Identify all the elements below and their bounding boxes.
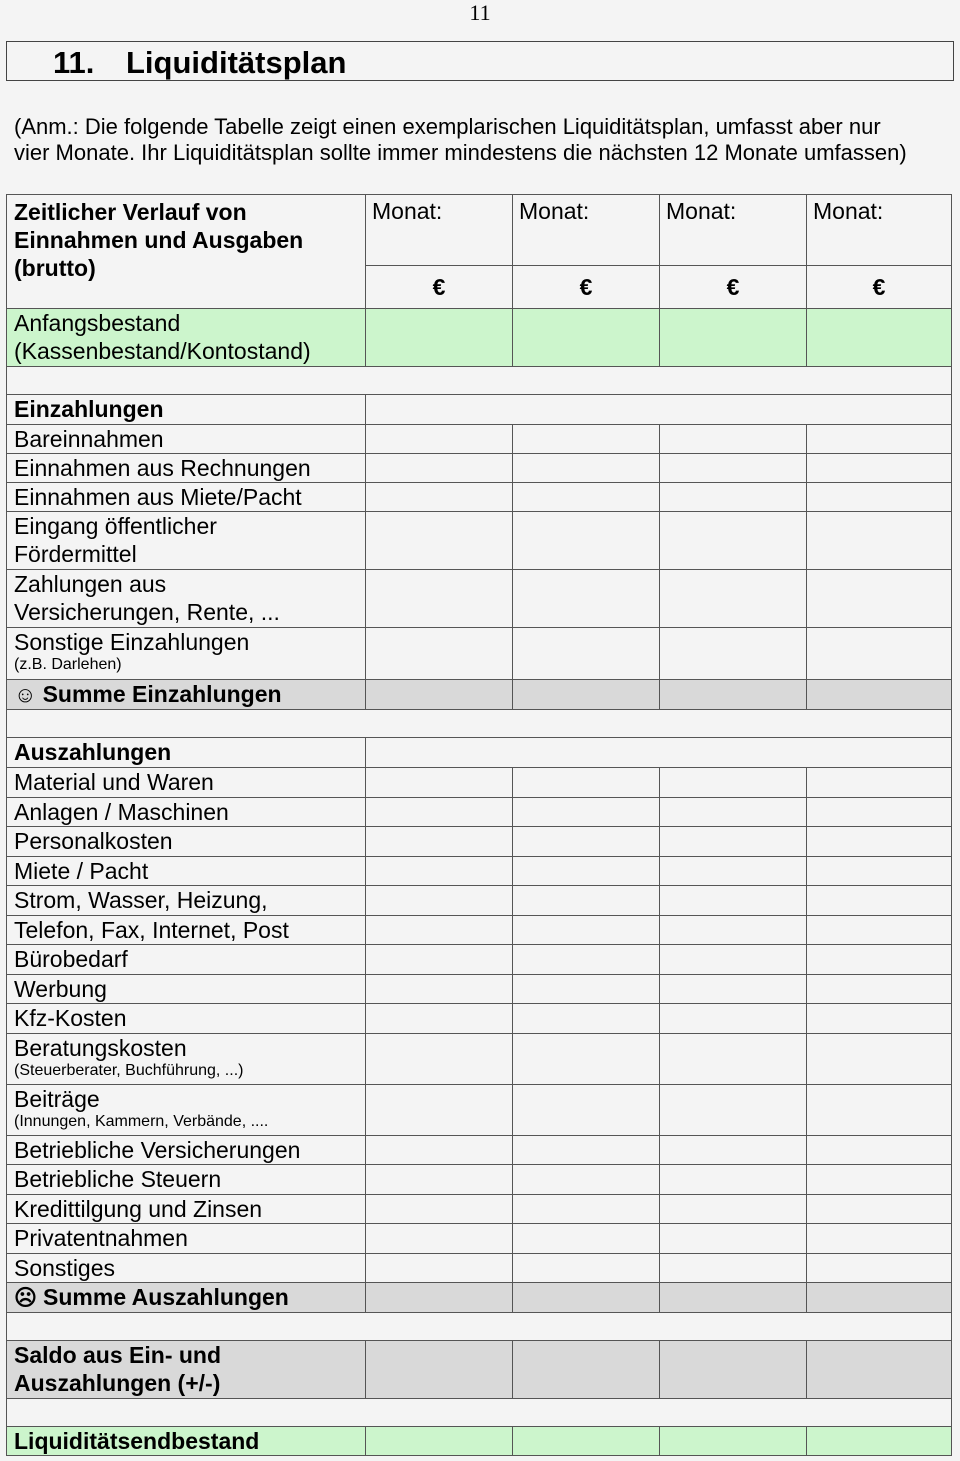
value-cell[interactable]: [807, 1253, 952, 1283]
balance-row: [7, 1341, 952, 1399]
value-cell[interactable]: [807, 974, 952, 1004]
row-label-line: Sonstiges: [14, 1254, 116, 1281]
value-cell[interactable]: [660, 797, 807, 827]
value-cell[interactable]: [660, 827, 807, 857]
spacer-cell: [7, 1399, 952, 1427]
row-label-line: Bürobedarf: [14, 946, 128, 972]
value-cell[interactable]: [366, 1253, 513, 1283]
row-label: [7, 856, 366, 886]
row-label: [7, 1135, 366, 1165]
value-cell[interactable]: [660, 945, 807, 975]
value-cell[interactable]: [513, 1341, 660, 1399]
sum-label: Summe Einzahlungen: [42, 681, 282, 707]
value-cell[interactable]: [366, 1135, 513, 1165]
row-label-line: Einzahlungen: [14, 396, 164, 422]
table-row: [7, 827, 952, 857]
value-cell[interactable]: [660, 1427, 807, 1456]
row-label-line: Personalkosten: [14, 828, 173, 854]
row-label-line: Kredittilgung und Zinsen: [14, 1195, 263, 1222]
opening-balance-row: [7, 309, 952, 367]
frown-icon: ☹: [14, 1285, 44, 1310]
row-label-line: (Kassenbestand/Kontostand): [14, 338, 311, 364]
row-label: [7, 425, 366, 454]
row-label-note: (Innungen, Kammern, Verbände, ....: [14, 1112, 269, 1130]
value-cell[interactable]: [807, 1084, 952, 1135]
note-line: vier Monate. Ihr Liquiditätsplan sollte immer mindestens die nächsten 12 Monate umfassen): [14, 140, 907, 165]
row-label-line: Sonstige Einzahlungen: [14, 629, 250, 655]
value-cell[interactable]: [513, 797, 660, 827]
value-cell[interactable]: [807, 1033, 952, 1084]
header-label: [7, 195, 366, 309]
value-cell[interactable]: [660, 915, 807, 945]
smiley-icon: ☺: [14, 682, 43, 707]
header-label-line: Zeitlicher Verlauf von: [14, 199, 247, 225]
value-cell[interactable]: [660, 680, 807, 710]
value-cell[interactable]: [366, 512, 513, 570]
value-cell[interactable]: [513, 974, 660, 1004]
value-cell[interactable]: [366, 1165, 513, 1195]
note: [14, 114, 944, 166]
section-title: [6, 41, 954, 81]
value-cell[interactable]: [660, 483, 807, 512]
row-label-note: (Steuerberater, Buchführung, ...): [14, 1061, 244, 1079]
row-label-line: Zahlungen aus: [14, 571, 167, 597]
value-cell[interactable]: [513, 512, 660, 570]
row-label-line: Anfangsbestand: [14, 310, 181, 336]
row-label: [7, 1084, 366, 1135]
row-label-line: Einnahmen aus Miete/Pacht: [14, 484, 302, 510]
table-row: [7, 570, 952, 628]
value-cell[interactable]: [660, 1341, 807, 1399]
table-row: [7, 1165, 952, 1195]
row-label-line: Miete / Pacht: [14, 857, 149, 884]
value-cell[interactable]: [366, 1084, 513, 1135]
row-label: [7, 738, 366, 768]
value-cell[interactable]: [513, 425, 660, 454]
value-cell[interactable]: [807, 1004, 952, 1034]
table-row: [7, 512, 952, 570]
row-label: [7, 915, 366, 945]
value-cell[interactable]: [807, 1341, 952, 1399]
section-title-text: Liquiditätsplan: [126, 45, 347, 80]
value-cell[interactable]: [807, 512, 952, 570]
value-cell[interactable]: [366, 570, 513, 628]
table-row: [7, 628, 952, 680]
value-cell[interactable]: [807, 886, 952, 916]
value-cell[interactable]: [807, 1135, 952, 1165]
table-row: [7, 915, 952, 945]
page-number: 11: [469, 0, 491, 25]
row-label: [7, 1427, 366, 1456]
table-row: [7, 1194, 952, 1224]
month-header: Monat:: [807, 195, 952, 266]
value-cell[interactable]: [366, 425, 513, 454]
value-cell[interactable]: [366, 1033, 513, 1084]
value-cell[interactable]: [660, 309, 807, 367]
value-cell[interactable]: [513, 1165, 660, 1195]
row-label-line: Anlagen / Maschinen: [14, 798, 229, 825]
value-cell[interactable]: [366, 1341, 513, 1399]
value-cell[interactable]: [366, 628, 513, 680]
row-label: [7, 512, 366, 570]
value-cell[interactable]: [366, 827, 513, 857]
value-cell[interactable]: [366, 1427, 513, 1456]
row-label-line: Material und Waren: [14, 769, 214, 795]
currency-cell: €: [513, 266, 660, 309]
row-label-line: Privatentnahmen: [14, 1225, 188, 1251]
row-label: [7, 570, 366, 628]
row-label-line: Fördermittel: [14, 541, 137, 567]
value-cell[interactable]: [513, 886, 660, 916]
row-label-line: Werbung: [14, 975, 107, 1002]
expenses-heading-row: [7, 738, 952, 768]
value-cell[interactable]: [660, 1135, 807, 1165]
value-cell[interactable]: [660, 768, 807, 798]
row-label: [7, 628, 366, 680]
value-cell[interactable]: [807, 425, 952, 454]
spacer-cell: [7, 367, 952, 395]
spacer-cell: [7, 1313, 952, 1341]
table-row: [7, 768, 952, 798]
value-cell[interactable]: [660, 1224, 807, 1254]
value-cell[interactable]: [807, 454, 952, 483]
income-sum-row: [7, 680, 952, 710]
row-label-line: Strom, Wasser, Heizung,: [14, 887, 268, 913]
row-label: [7, 454, 366, 483]
row-label-line: Auszahlungen: [14, 739, 172, 765]
value-cell[interactable]: [513, 570, 660, 628]
value-cell[interactable]: [366, 309, 513, 367]
row-label: [7, 1224, 366, 1254]
row-label: [7, 483, 366, 512]
value-cell[interactable]: [807, 768, 952, 798]
header-row: [7, 195, 952, 266]
value-cell[interactable]: [513, 1194, 660, 1224]
value-cell[interactable]: [807, 1283, 952, 1313]
spacer-row: [7, 1313, 952, 1341]
value-cell[interactable]: [366, 886, 513, 916]
value-cell[interactable]: [660, 856, 807, 886]
value-cell[interactable]: [807, 628, 952, 680]
value-cell[interactable]: [366, 915, 513, 945]
row-label-line: Beratungskosten: [14, 1034, 187, 1061]
value-cell[interactable]: [513, 309, 660, 367]
value-cell[interactable]: [513, 1084, 660, 1135]
value-cell[interactable]: [513, 680, 660, 710]
table-row: [7, 1084, 952, 1135]
value-cell[interactable]: [513, 915, 660, 945]
row-label: [7, 974, 366, 1004]
row-label: [7, 827, 366, 857]
value-cell[interactable]: [660, 570, 807, 628]
row-label-line: Betriebliche Steuern: [14, 1166, 222, 1192]
value-cell[interactable]: [513, 1427, 660, 1456]
value-cell[interactable]: [807, 915, 952, 945]
row-label: [7, 395, 366, 425]
value-cell[interactable]: [513, 1033, 660, 1084]
value-cell[interactable]: [807, 570, 952, 628]
table-row: [7, 1004, 952, 1034]
row-label-line: Kfz-Kosten: [14, 1005, 127, 1031]
value-cell[interactable]: [366, 974, 513, 1004]
table-row: [7, 1253, 952, 1283]
currency-cell: €: [807, 266, 952, 309]
value-cell[interactable]: [513, 1135, 660, 1165]
value-cell[interactable]: [660, 1194, 807, 1224]
value-cell[interactable]: [366, 680, 513, 710]
value-cell[interactable]: [807, 797, 952, 827]
value-cell[interactable]: [513, 1224, 660, 1254]
value-cell[interactable]: [513, 768, 660, 798]
value-cell[interactable]: [366, 395, 952, 425]
table-row: [7, 945, 952, 975]
value-cell[interactable]: [660, 886, 807, 916]
row-label: [7, 680, 366, 710]
value-cell[interactable]: [660, 1004, 807, 1034]
currency-cell: €: [366, 266, 513, 309]
row-label: [7, 768, 366, 798]
value-cell[interactable]: [660, 1084, 807, 1135]
value-cell[interactable]: [513, 454, 660, 483]
row-label: [7, 309, 366, 367]
value-cell[interactable]: [513, 827, 660, 857]
value-cell[interactable]: [807, 483, 952, 512]
value-cell[interactable]: [366, 945, 513, 975]
row-label: [7, 1165, 366, 1195]
section-number: 11.: [53, 45, 95, 80]
value-cell[interactable]: [366, 483, 513, 512]
month-header: Monat:: [513, 195, 660, 266]
value-cell[interactable]: [513, 628, 660, 680]
header-label-line: (brutto): [14, 255, 96, 281]
row-label: [7, 1004, 366, 1034]
row-label: [7, 1194, 366, 1224]
row-label-line: Betriebliche Versicherungen: [14, 1136, 301, 1163]
table-row: [7, 1224, 952, 1254]
table-row: [7, 483, 952, 512]
value-cell[interactable]: [366, 1194, 513, 1224]
row-label: [7, 797, 366, 827]
value-cell[interactable]: [366, 797, 513, 827]
value-cell[interactable]: [807, 680, 952, 710]
value-cell[interactable]: [513, 1283, 660, 1313]
value-cell[interactable]: [660, 628, 807, 680]
row-label: [7, 1341, 366, 1399]
value-cell[interactable]: [660, 512, 807, 570]
value-cell[interactable]: [660, 425, 807, 454]
row-label-line: Versicherungen, Rente, ...: [14, 599, 280, 625]
income-heading-row: [7, 395, 952, 425]
currency-cell: €: [660, 266, 807, 309]
month-header: Monat:: [366, 195, 513, 266]
value-cell[interactable]: [660, 454, 807, 483]
table-row: [7, 1033, 952, 1084]
value-cell[interactable]: [513, 856, 660, 886]
value-cell[interactable]: [807, 1224, 952, 1254]
closing-balance-row: [7, 1427, 952, 1456]
row-label-line: Beiträge: [14, 1085, 100, 1112]
value-cell[interactable]: [807, 827, 952, 857]
value-cell[interactable]: [366, 1224, 513, 1254]
row-label: [7, 886, 366, 916]
value-cell[interactable]: [807, 309, 952, 367]
row-label-line: Einnahmen aus Rechnungen: [14, 455, 311, 481]
row-label-line: Liquiditätsendbestand: [14, 1428, 260, 1454]
value-cell[interactable]: [366, 1004, 513, 1034]
sum-label: Summe Auszahlungen: [43, 1284, 289, 1310]
table-row: [7, 454, 952, 483]
value-cell[interactable]: [366, 1283, 513, 1313]
value-cell[interactable]: [366, 856, 513, 886]
value-cell[interactable]: [660, 1283, 807, 1313]
row-label-line: Saldo aus Ein- und: [14, 1342, 222, 1368]
row-label-line: Auszahlungen (+/-): [14, 1370, 221, 1396]
note-line: (Anm.: Die folgende Tabelle zeigt einen exemplarischen Liquiditätsplan, umfasst aber nur: [14, 114, 881, 139]
month-header: Monat:: [660, 195, 807, 266]
value-cell[interactable]: [513, 1253, 660, 1283]
spacer-row: [7, 710, 952, 738]
value-cell[interactable]: [660, 1165, 807, 1195]
value-cell[interactable]: [660, 974, 807, 1004]
row-label-line: Eingang öffentlicher: [14, 513, 217, 539]
row-label: [7, 1253, 366, 1283]
value-cell[interactable]: [807, 856, 952, 886]
spacer-row: [7, 367, 952, 395]
table-row: [7, 425, 952, 454]
value-cell[interactable]: [366, 454, 513, 483]
spacer-row: [7, 1399, 952, 1427]
value-cell[interactable]: [807, 945, 952, 975]
row-label-line: Telefon, Fax, Internet, Post: [14, 916, 289, 943]
row-label-note: (z.B. Darlehen): [14, 656, 122, 673]
liquidity-table: [6, 194, 952, 1456]
value-cell[interactable]: [807, 1194, 952, 1224]
table-row: [7, 856, 952, 886]
expenses-sum-row: [7, 1283, 952, 1313]
table-row: [7, 886, 952, 916]
value-cell[interactable]: [807, 1427, 952, 1456]
value-cell[interactable]: [660, 1253, 807, 1283]
table-row: [7, 797, 952, 827]
row-label-line: Bareinnahmen: [14, 426, 164, 452]
row-label: [7, 1033, 366, 1084]
value-cell[interactable]: [513, 945, 660, 975]
value-cell[interactable]: [366, 738, 952, 768]
spacer-cell: [7, 710, 952, 738]
header-label-line: Einnahmen und Ausgaben: [14, 227, 304, 253]
row-label: [7, 945, 366, 975]
value-cell[interactable]: [807, 1165, 952, 1195]
value-cell[interactable]: [366, 768, 513, 798]
table-row: [7, 1135, 952, 1165]
value-cell[interactable]: [660, 1033, 807, 1084]
table-row: [7, 974, 952, 1004]
value-cell[interactable]: [513, 1004, 660, 1034]
value-cell[interactable]: [513, 483, 660, 512]
row-label: [7, 1283, 366, 1313]
